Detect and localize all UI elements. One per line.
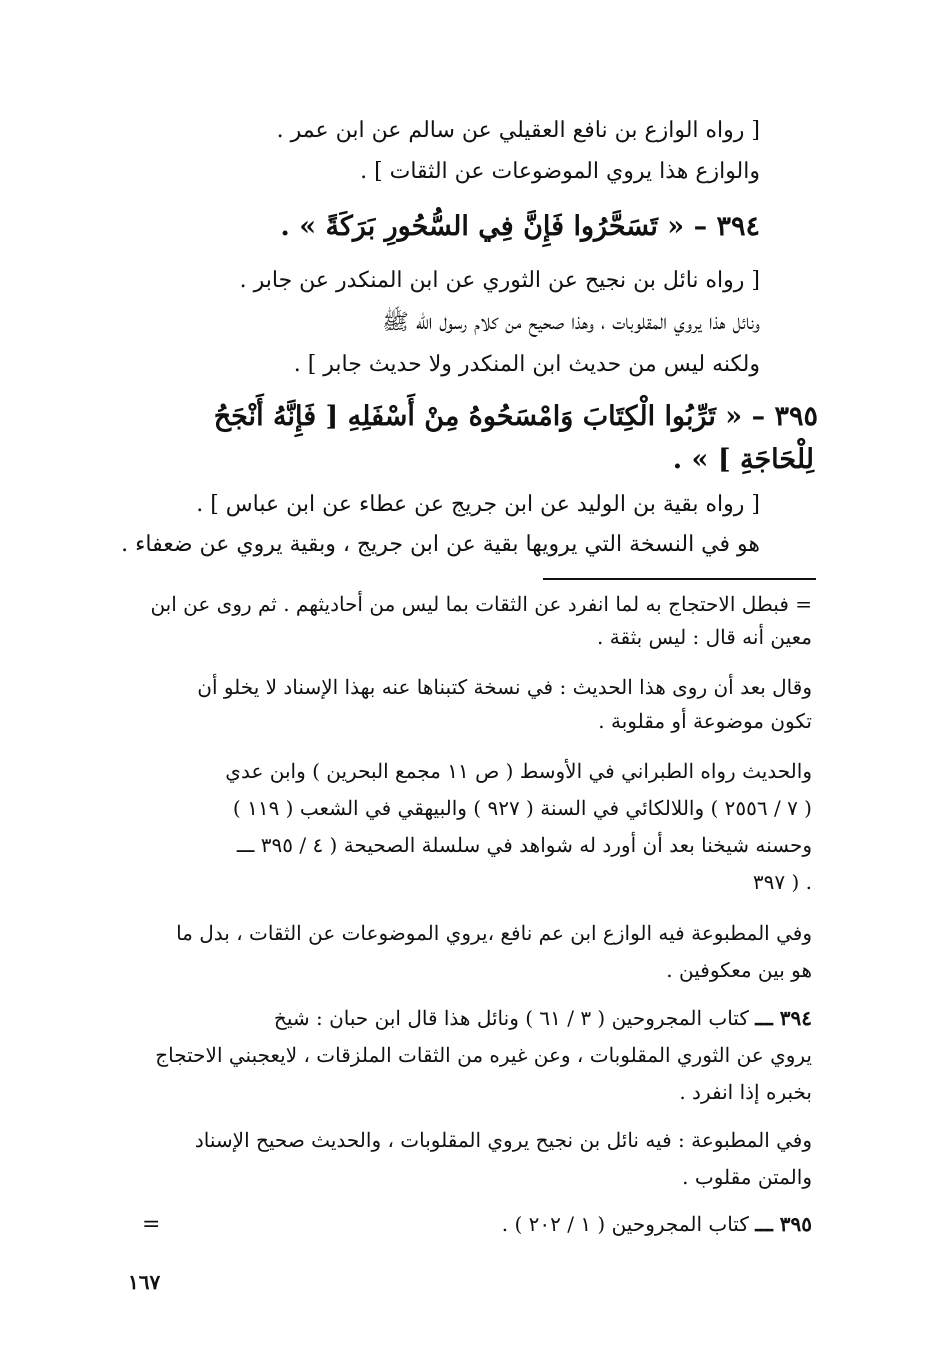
- footnote-line: والحديث رواه الطبراني في الأوسط ( ص ١١ مجمع البحرين ) وابن عدي: [225, 759, 812, 783]
- footnote-divider: [543, 578, 816, 580]
- footnote-line: = فبطل الاحتجاج به لما انفرد عن الثقات بما ليس من أحاديثهم . ثم روى عن ابن: [150, 592, 812, 616]
- footnote-number: ٣٩٥ ـــ: [755, 1212, 812, 1236]
- text-line: ولكنه ليس من حديث ابن المنكدر ولا حديث جابر ] .: [293, 352, 760, 377]
- footnote-line: والمتن مقلوب .: [682, 1165, 812, 1189]
- footnote-text: كتاب المجروحين ( ٣ / ٦١ ) ونائل هذا قال ابن حبان : شيخ: [273, 1006, 749, 1030]
- hadith-395-heading-cont: لِلْحَاجَةِ ] » .: [672, 444, 814, 475]
- footnote-line: بخبره إذا انفرد .: [679, 1080, 812, 1104]
- footnote-line: وقال بعد أن روى هذا الحديث : في نسخة كتبناها عنه بهذا الإسناد لا يخلو أن: [197, 675, 812, 699]
- footnote-line: وحسنه شيخنا بعد أن أورد له شواهد في سلسلة الصحيحة ( ٤ / ٣٩٥ ـــ: [236, 833, 812, 857]
- page-number: ١٦٧: [128, 1270, 161, 1294]
- hadith-395-heading: ٣٩٥ – « تَرِّبُوا الْكِتَابَ وَامْسَحُوهُ مِنْ أَسْفَلِهِ [ فَإِنَّهُ أَنْجَحُ: [213, 401, 818, 432]
- footnote-line: تكون موضوعة أو مقلوبة .: [598, 709, 812, 733]
- footnote-entry-395: [502, 1214, 812, 1234]
- text-line: هو في النسخة التي يرويها بقية عن ابن جريج ، وبقية يروي عن ضعفاء .: [121, 532, 760, 557]
- text-line: [ رواه بقية بن الوليد عن ابن جريج عن عطاء عن ابن عباس ] .: [196, 492, 760, 517]
- footnote-line: يروي عن الثوري المقلوبات ، وعن غيره من الثقات الملزقات ، لايعجبني الاحتجاج: [155, 1043, 812, 1067]
- footnote-entry-394: [274, 1008, 812, 1028]
- footnote-line: ( ٧ / ٢٥٥٦ ) واللالكائي في السنة ( ٩٢٧ ) والبيهقي في الشعب ( ١١٩ ): [232, 796, 812, 820]
- footnote-line: هو بين معكوفين .: [666, 958, 812, 982]
- text-line: والوازع هذا يروي الموضوعات عن الثقات ] .: [360, 159, 760, 184]
- footnote-line: معين أنه قال : ليس بثقة .: [597, 625, 812, 649]
- footnote-line: وفي المطبوعة فيه الوازع ابن عم نافع ،يروي الموضوعات عن الثقات ، بدل ما: [176, 921, 812, 945]
- footnote-line: وفي المطبوعة : فيه نائل بن نجيح يروي المقلوبات ، والحديث صحيح الإسناد: [194, 1128, 812, 1152]
- footnote-text: كتاب المجروحين ( ١ / ٢٠٢ ) .: [501, 1212, 749, 1236]
- text-line: ونائل هذا يروي المقلوبات ، وهذا صحيح من كلام رسول الله ﷺ: [382, 310, 760, 335]
- text-line: [ رواه الوازع بن نافع العقيلي عن سالم عن ابن عمر .: [276, 118, 760, 143]
- footnote-number: ٣٩٤ ـــ: [755, 1006, 812, 1030]
- continuation-mark: =: [142, 1212, 161, 1237]
- hadith-394-heading: ٣٩٤ – « تَسَحَّرُوا فَإِنَّ فِي السُّحُورِ بَرَكَةً » .: [280, 211, 760, 242]
- footnote-line: ٣٩٧ ) .: [752, 870, 812, 894]
- text-line: [ رواه نائل بن نجيح عن الثوري عن ابن المنكدر عن جابر .: [239, 268, 760, 293]
